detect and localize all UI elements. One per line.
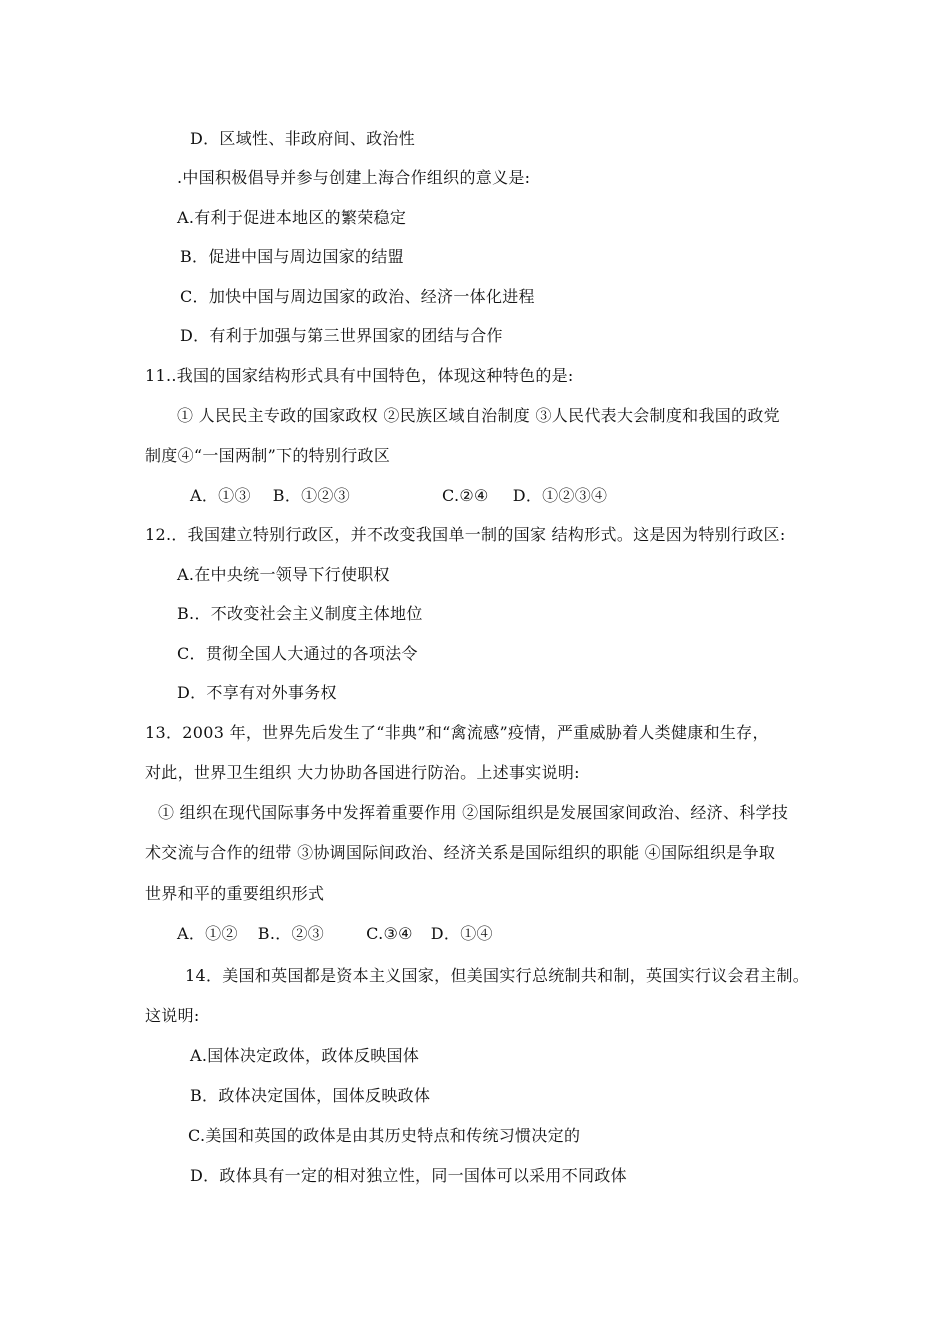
q10-option-a: A.有利于促进本地区的繁荣稳定 [177,208,407,227]
q13-stem-line2: 对此，世界卫生组织 大力协助各国进行防治。上述事实说明: [145,763,580,782]
q12-option-c: C．贯彻全国人大通过的各项法令 [177,644,418,663]
q10-stem: .中国积极倡导并参与创建上海合作组织的意义是: [177,168,531,187]
q12-stem: 12.．我国建立特别行政区，并不改变我国单一制的国家 结构形式。这是因为特别行政区: [145,525,786,544]
q13-option-d: D．①④ [430,924,493,943]
q12-option-d: D．不享有对外事务权 [177,683,337,702]
q11-option-c: C.②④ [442,486,489,505]
q10-option-d: D．有利于加强与第三世界国家的团结与合作 [180,326,503,345]
q11-option-d: D．①②③④ [512,486,608,505]
q13-items-line3: 世界和平的重要组织形式 [145,884,325,903]
q11-options-row [190,484,607,508]
q12-option-b: B.．不改变社会主义制度主体地位 [177,604,423,623]
q14-option-d: D．政体具有一定的相对独立性，同一国体可以采用不同政体 [190,1166,627,1185]
q11-items-line1: ① 人民民主专政的国家政权 ②民族区域自治制度 ③人民代表大会制度和我国的政党 [177,406,780,425]
q10-option-b: B．促进中国与周边国家的结盟 [180,247,404,266]
q13-options-row [177,922,493,946]
q13-stem-line1: 13．2003 年，世界先后发生了“非典”和“禽流感”疫情，严重威胁着人类健康和生存， [145,723,769,742]
q11-option-a: A．①③ [190,486,251,505]
q13-option-b: B.．②③ [257,924,325,943]
q10-option-c: C．加快中国与周边国家的政治、经济一体化进程 [180,287,535,306]
q14-option-a: A.国体决定政体，政体反映国体 [190,1046,420,1065]
q13-option-c: C.③④ [366,924,413,943]
q14-option-b: B．政体决定国体，国体反映政体 [190,1086,431,1105]
q10-prev-option-d: D．区域性、非政府间、政治性 [190,129,416,148]
q13-items-line1: ① 组织在现代国际事务中发挥着重要作用 ②国际组织是发展国家间政治、经济、科学技 [158,803,789,822]
q13-items-line2: 术交流与合作的纽带 ③协调国际间政治、经济关系是国际组织的职能 ④国际组织是争取 [145,843,776,862]
q14-stem-line1: 14．美国和英国都是资本主义国家，但美国实行总统制共和制，英国实行议会君主制。 [185,966,810,985]
q13-option-a: A．①② [177,924,238,943]
q14-option-c: C.美国和英国的政体是由其历史特点和传统习惯决定的 [188,1126,581,1145]
q12-option-a: A.在中央统一领导下行使职权 [177,565,390,584]
q11-stem: 11..我国的国家结构形式具有中国特色，体现这种特色的是: [145,366,574,385]
q14-stem-line2: 这说明: [145,1006,200,1025]
q11-items-line2: 制度④“一国两制”下的特别行政区 [145,446,391,465]
q11-option-b: B．①②③ [272,486,351,505]
